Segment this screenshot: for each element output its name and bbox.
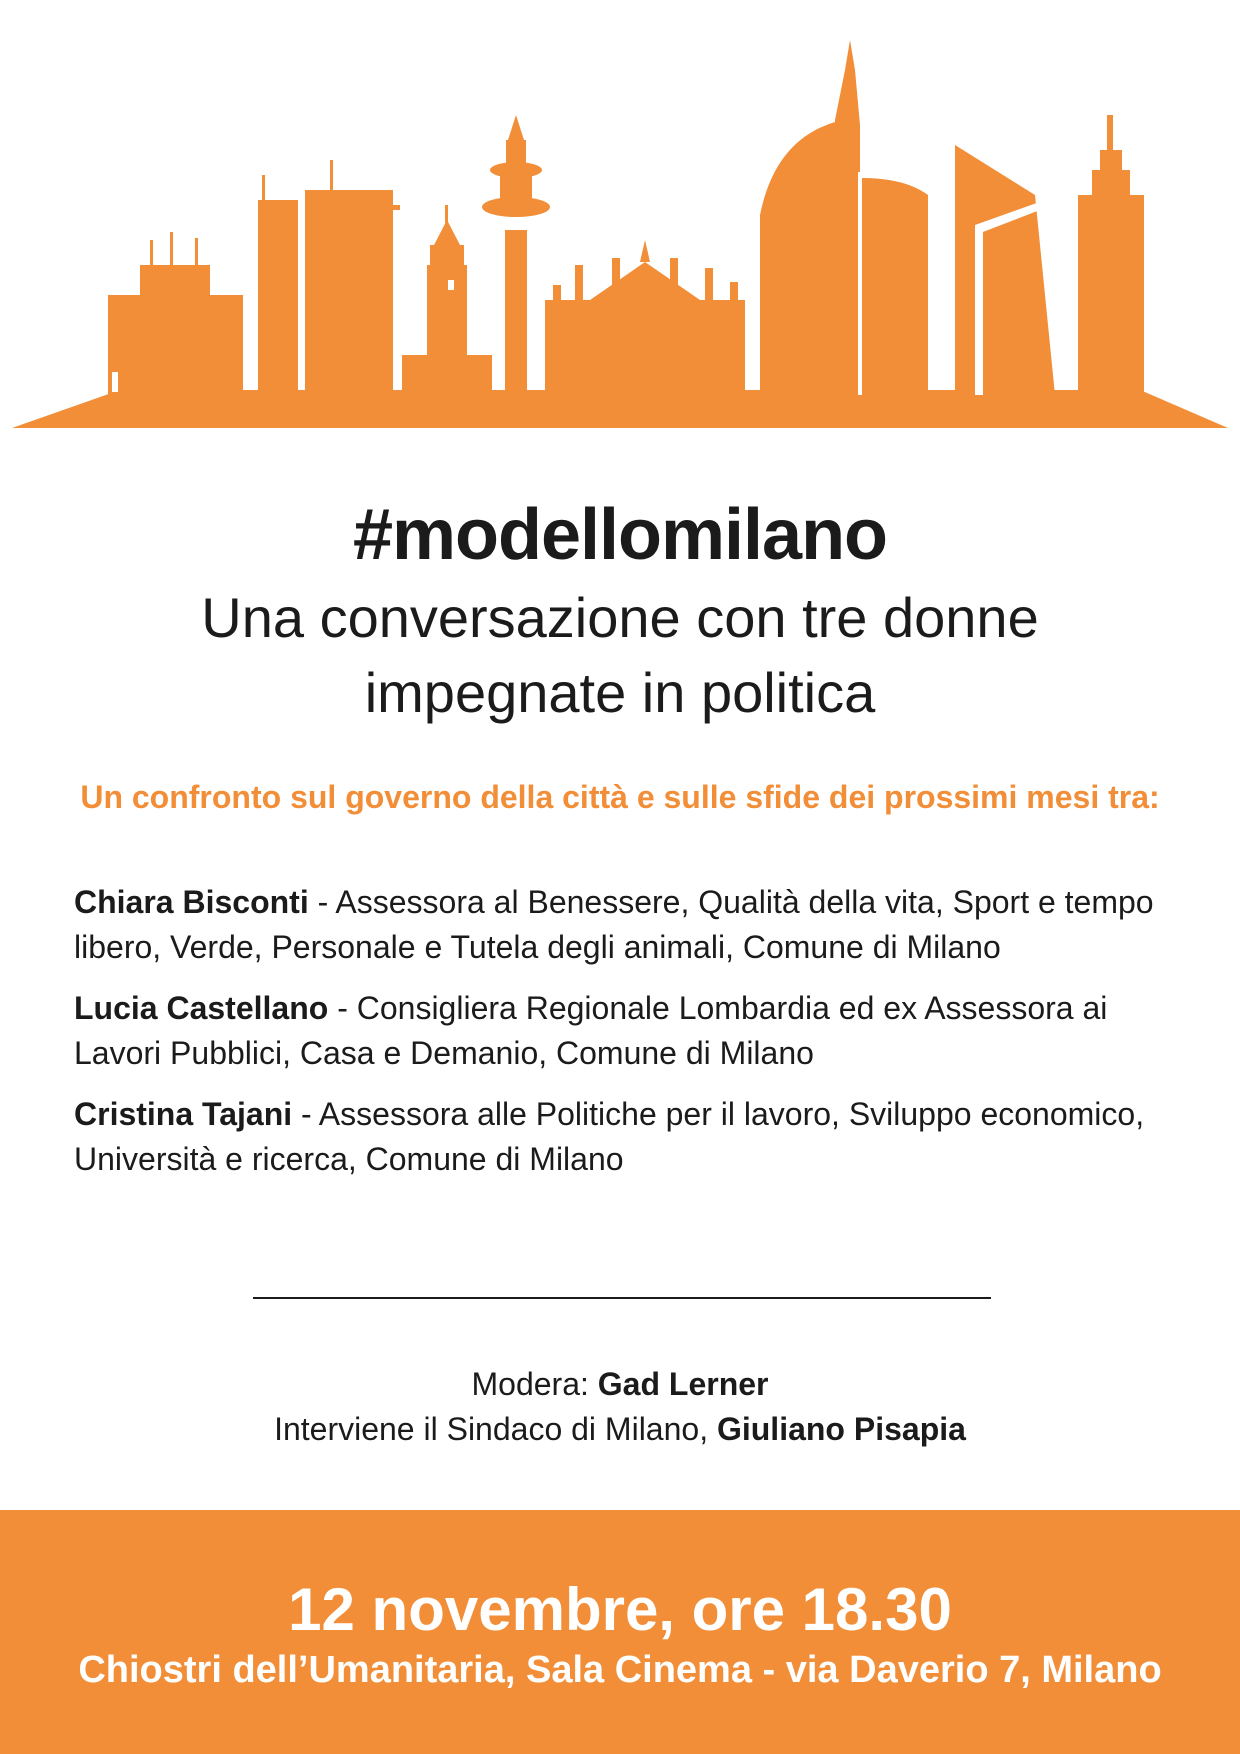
event-footer — [0, 1510, 1240, 1754]
intro-text: Un confronto sul governo della città e sulle sfide dei prossimi mesi tra: — [80, 779, 1160, 815]
speaker-role: - Consigliera Regionale Lombardia ed ex Assessora ai Lavori Pubblici, Casa e Demanio, Comune di Milano — [74, 990, 1108, 1071]
guest-label: Interviene il Sindaco di Milano, — [274, 1411, 717, 1447]
speaker-role: - Assessora al Benessere, Qualità della vita, Sport e tempo libero, Verde, Personale e Tutela degli animali, Comune di Milano — [74, 884, 1154, 965]
title-block — [0, 490, 1240, 730]
moderator-label: Modera: — [471, 1366, 598, 1402]
speaker-item — [74, 880, 1174, 970]
speaker-name: Chiara Bisconti — [74, 884, 309, 920]
moderator-name: Gad Lerner — [597, 1366, 769, 1402]
guest-name: Giuliano Pisapia — [716, 1411, 966, 1447]
divider — [253, 1297, 991, 1299]
event-date: 12 novembre, ore 18.30 — [288, 1576, 952, 1643]
event-venue: Chiostri dell’Umanitaria, Sala Cinema - via Daverio 7, Milano — [78, 1649, 1162, 1691]
moderator-line — [0, 1362, 1240, 1407]
speaker-list — [74, 880, 1174, 1198]
event-subtitle: Una conversazione con tre donne impegnate in politica — [201, 586, 1039, 724]
event-hashtag: #modellomilano — [352, 495, 888, 575]
speaker-name: Cristina Tajani — [74, 1096, 293, 1132]
speaker-role: - Assessora alle Politiche per il lavoro, Sviluppo economico, Università e ricerca, Comune di Milano — [74, 1096, 1145, 1177]
speaker-item — [74, 1092, 1174, 1182]
speaker-item — [74, 986, 1174, 1076]
milan-skyline-illustration — [0, 0, 1240, 440]
speaker-name: Lucia Castellano — [74, 990, 329, 1026]
guest-line — [0, 1407, 1240, 1452]
credits — [0, 1362, 1240, 1452]
